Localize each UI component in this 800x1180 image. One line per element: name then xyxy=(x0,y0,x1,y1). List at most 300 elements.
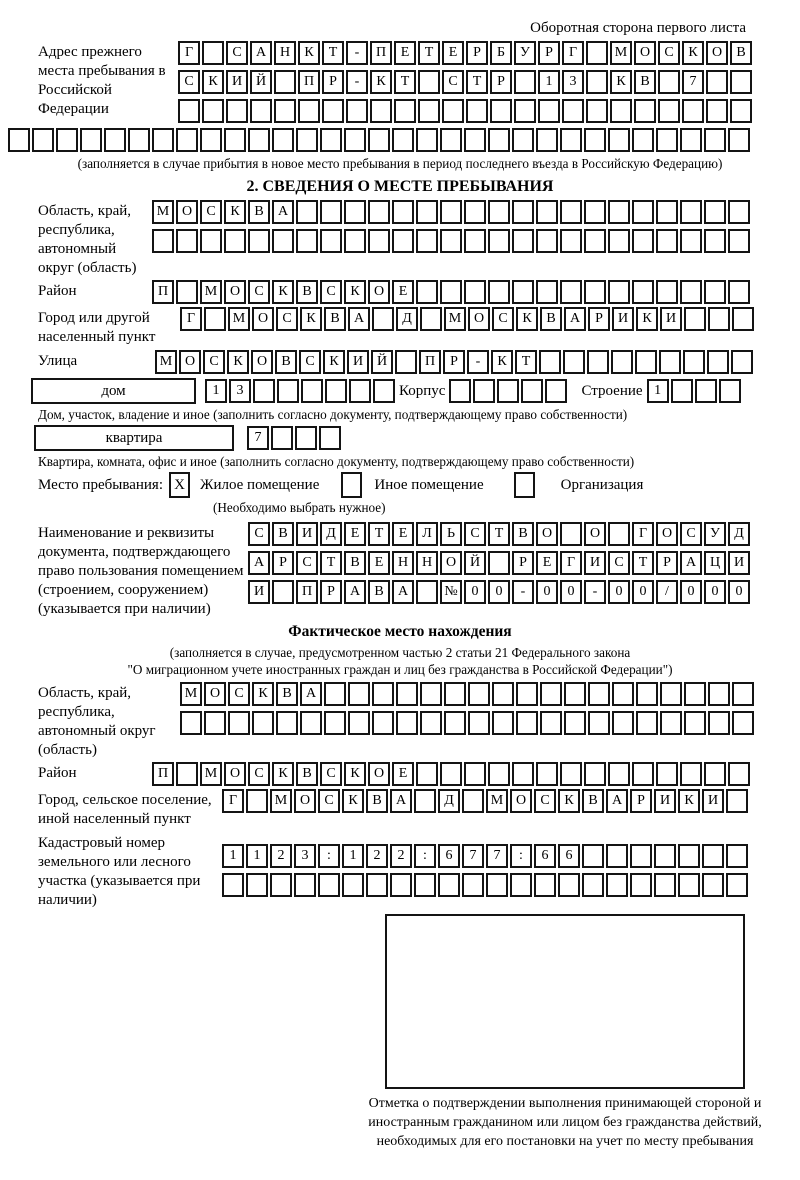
char-cell xyxy=(392,200,414,224)
char-cell: О xyxy=(204,682,226,706)
char-cell xyxy=(152,229,174,253)
char-cell: В xyxy=(272,522,294,546)
oblast-label: Область, край, республика, автономный округ (область) xyxy=(38,203,137,276)
char-cell xyxy=(270,873,292,897)
char-cell xyxy=(488,280,510,304)
char-cell xyxy=(560,280,582,304)
char-cell xyxy=(248,229,270,253)
char-cell: 2 xyxy=(390,844,412,868)
char-cell xyxy=(560,762,582,786)
char-cell xyxy=(540,682,562,706)
char-cell xyxy=(342,873,364,897)
char-cell xyxy=(584,229,606,253)
char-cell: Е xyxy=(392,280,414,304)
char-cell: 0 xyxy=(464,580,486,604)
char-cell: 0 xyxy=(488,580,510,604)
char-cell: Р xyxy=(490,70,512,94)
char-cell xyxy=(414,873,436,897)
char-cell: М xyxy=(152,200,174,224)
char-cell xyxy=(656,200,678,224)
char-cell: Р xyxy=(656,551,678,575)
char-cell xyxy=(202,41,224,65)
char-cell: 0 xyxy=(728,580,750,604)
char-cell: Р xyxy=(466,41,488,65)
char-cell xyxy=(584,200,606,224)
char-cell: И xyxy=(226,70,248,94)
char-cell xyxy=(726,844,748,868)
char-cell: С xyxy=(464,522,486,546)
char-cell xyxy=(514,99,536,123)
char-cell xyxy=(582,873,604,897)
char-cell: Г xyxy=(562,41,584,65)
ulitsa-row xyxy=(155,350,753,374)
char-cell: В xyxy=(366,789,388,813)
char-cell xyxy=(319,426,341,450)
char-cell: Н xyxy=(416,551,438,575)
char-cell xyxy=(395,350,417,374)
char-cell xyxy=(32,128,54,152)
char-cell: К xyxy=(516,307,538,331)
document-row-3 xyxy=(248,580,750,604)
char-cell xyxy=(295,426,317,450)
char-cell: 1 xyxy=(222,844,244,868)
char-cell: В xyxy=(512,522,534,546)
char-cell: Т xyxy=(394,70,416,94)
char-cell xyxy=(416,280,438,304)
char-cell: М xyxy=(610,41,632,65)
char-cell xyxy=(545,379,567,403)
char-cell xyxy=(656,762,678,786)
char-cell: - xyxy=(584,580,606,604)
char-cell: Р xyxy=(322,70,344,94)
char-cell xyxy=(349,379,371,403)
char-cell: В xyxy=(368,580,390,604)
char-cell xyxy=(444,682,466,706)
char-cell: П xyxy=(419,350,441,374)
char-cell xyxy=(586,99,608,123)
char-cell xyxy=(418,70,440,94)
char-cell xyxy=(512,762,534,786)
char-cell xyxy=(560,229,582,253)
char-cell: И xyxy=(248,580,270,604)
checkbox-residential: X xyxy=(169,472,190,498)
char-cell: В xyxy=(582,789,604,813)
char-cell xyxy=(612,711,634,735)
char-cell xyxy=(582,844,604,868)
char-cell xyxy=(296,229,318,253)
char-cell: А xyxy=(390,789,412,813)
char-cell xyxy=(719,379,741,403)
char-cell xyxy=(536,200,558,224)
char-cell: Е xyxy=(392,522,414,546)
char-cell: С xyxy=(534,789,556,813)
char-cell xyxy=(440,229,462,253)
char-cell xyxy=(318,873,340,897)
char-cell xyxy=(438,873,460,897)
char-cell: В xyxy=(730,41,752,65)
char-cell xyxy=(462,789,484,813)
gorod-row xyxy=(180,307,754,331)
char-cell xyxy=(416,128,438,152)
char-cell xyxy=(294,873,316,897)
char-cell: Б xyxy=(490,41,512,65)
char-cell: О xyxy=(368,280,390,304)
stamp-area xyxy=(355,914,775,1151)
char-cell: 0 xyxy=(536,580,558,604)
char-cell: П xyxy=(298,70,320,94)
char-cell xyxy=(608,762,630,786)
char-cell xyxy=(521,379,543,403)
char-cell xyxy=(702,844,724,868)
char-cell: С xyxy=(442,70,464,94)
char-cell xyxy=(608,200,630,224)
char-cell: О xyxy=(536,522,558,546)
char-cell xyxy=(372,682,394,706)
char-cell: К xyxy=(491,350,513,374)
char-cell xyxy=(250,99,272,123)
char-cell xyxy=(704,280,726,304)
prev-address-note: (заполняется в случае прибытия в новое место пребывания в период последнего въезда в Российскую Федерацию) xyxy=(77,156,723,171)
char-cell xyxy=(587,350,609,374)
char-cell xyxy=(656,229,678,253)
char-cell xyxy=(728,280,750,304)
char-cell xyxy=(222,873,244,897)
char-cell: М xyxy=(486,789,508,813)
char-cell xyxy=(702,873,724,897)
char-cell xyxy=(708,711,730,735)
char-cell xyxy=(276,711,298,735)
char-cell: О xyxy=(368,762,390,786)
char-cell xyxy=(204,307,226,331)
char-cell: Д xyxy=(320,522,342,546)
char-cell: И xyxy=(660,307,682,331)
char-cell: В xyxy=(324,307,346,331)
gorod-block xyxy=(38,307,792,347)
char-cell: Р xyxy=(512,551,534,575)
char-cell xyxy=(658,99,680,123)
char-cell: С xyxy=(226,41,248,65)
char-cell xyxy=(370,99,392,123)
char-cell xyxy=(680,200,702,224)
char-cell xyxy=(344,229,366,253)
char-cell xyxy=(704,762,726,786)
char-cell xyxy=(373,379,395,403)
char-cell xyxy=(246,789,268,813)
char-cell: Р xyxy=(320,580,342,604)
char-cell: В xyxy=(540,307,562,331)
char-cell xyxy=(396,682,418,706)
char-cell: Е xyxy=(368,551,390,575)
ulitsa-block xyxy=(38,350,792,374)
char-cell: 1 xyxy=(342,844,364,868)
char-cell xyxy=(636,711,658,735)
char-cell: Ь xyxy=(440,522,462,546)
char-cell xyxy=(416,200,438,224)
char-cell: С xyxy=(492,307,514,331)
char-cell xyxy=(510,873,532,897)
char-cell: В xyxy=(275,350,297,374)
char-cell: О xyxy=(440,551,462,575)
char-cell xyxy=(300,711,322,735)
char-cell: С xyxy=(658,41,680,65)
char-cell: А xyxy=(344,580,366,604)
char-cell xyxy=(414,789,436,813)
char-cell xyxy=(656,280,678,304)
char-cell: К xyxy=(342,789,364,813)
char-cell: В xyxy=(634,70,656,94)
char-cell: 3 xyxy=(229,379,251,403)
char-cell xyxy=(706,70,728,94)
stroenie-label: Строение xyxy=(581,382,643,399)
char-cell: С xyxy=(178,70,200,94)
kadastr-row-1 xyxy=(222,844,748,868)
char-cell xyxy=(442,99,464,123)
char-cell xyxy=(586,70,608,94)
char-cell: П xyxy=(296,580,318,604)
char-cell: Р xyxy=(272,551,294,575)
fact-raion-row xyxy=(152,762,750,786)
char-cell xyxy=(560,200,582,224)
gorod-label: Город или другой населенный пункт xyxy=(38,310,156,345)
char-cell xyxy=(512,200,534,224)
char-cell: К xyxy=(558,789,580,813)
char-cell xyxy=(632,200,654,224)
char-cell: О xyxy=(179,350,201,374)
char-cell: В xyxy=(344,551,366,575)
char-cell: К xyxy=(227,350,249,374)
char-cell: В xyxy=(276,682,298,706)
char-cell: Д xyxy=(728,522,750,546)
char-cell: А xyxy=(348,307,370,331)
korpus-label: Корпус xyxy=(399,382,446,399)
char-cell: К xyxy=(344,762,366,786)
char-cell: К xyxy=(272,280,294,304)
prev-address-row-2 xyxy=(178,70,752,94)
char-cell xyxy=(630,844,652,868)
char-cell xyxy=(488,200,510,224)
raion-row xyxy=(152,280,750,304)
char-cell xyxy=(488,229,510,253)
char-cell xyxy=(368,200,390,224)
char-cell xyxy=(612,682,634,706)
fact-note-1: (заполняется в случае, предусмотренном частью 2 статьи 21 Федерального закона xyxy=(169,645,631,660)
char-cell: С xyxy=(296,551,318,575)
char-cell: С xyxy=(608,551,630,575)
char-cell: 3 xyxy=(562,70,584,94)
char-cell: С xyxy=(248,280,270,304)
char-cell xyxy=(420,711,442,735)
char-cell xyxy=(440,762,462,786)
char-cell xyxy=(204,711,226,735)
char-cell xyxy=(536,762,558,786)
char-cell xyxy=(539,350,561,374)
char-cell: 1 xyxy=(538,70,560,94)
char-cell xyxy=(634,99,656,123)
char-cell: И xyxy=(612,307,634,331)
char-cell: Г xyxy=(632,522,654,546)
char-cell xyxy=(440,200,462,224)
char-cell xyxy=(180,711,202,735)
oblast-row-1 xyxy=(152,200,750,224)
char-cell xyxy=(324,682,346,706)
char-cell xyxy=(202,99,224,123)
option-residential-label: Жилое помещение xyxy=(200,476,320,493)
char-cell xyxy=(564,682,586,706)
char-cell xyxy=(418,99,440,123)
char-cell: И xyxy=(702,789,724,813)
char-cell xyxy=(296,128,318,152)
char-cell xyxy=(466,99,488,123)
char-cell xyxy=(588,682,610,706)
char-cell: С xyxy=(203,350,225,374)
char-cell xyxy=(708,307,730,331)
char-cell xyxy=(224,229,246,253)
char-cell xyxy=(660,711,682,735)
char-cell: К xyxy=(202,70,224,94)
char-cell xyxy=(440,128,462,152)
prev-address-row-4 xyxy=(8,128,750,152)
char-cell xyxy=(322,99,344,123)
char-cell xyxy=(584,762,606,786)
char-cell xyxy=(228,711,250,735)
char-cell: О xyxy=(634,41,656,65)
kvartira-box-label: квартира xyxy=(34,425,234,451)
char-cell xyxy=(392,229,414,253)
char-cell: О xyxy=(251,350,273,374)
char-cell: - xyxy=(346,41,368,65)
char-cell xyxy=(682,99,704,123)
char-cell: Л xyxy=(416,522,438,546)
char-cell xyxy=(252,711,274,735)
char-cell: К xyxy=(610,70,632,94)
char-cell xyxy=(706,99,728,123)
char-cell xyxy=(344,200,366,224)
fact-oblast-row-1 xyxy=(180,682,754,706)
char-cell: С xyxy=(320,762,342,786)
char-cell: О xyxy=(224,762,246,786)
char-cell xyxy=(320,229,342,253)
char-cell xyxy=(248,128,270,152)
char-cell: А xyxy=(392,580,414,604)
fact-oblast-row-2 xyxy=(180,711,754,735)
char-cell: С xyxy=(299,350,321,374)
char-cell xyxy=(372,307,394,331)
char-cell xyxy=(274,99,296,123)
char-cell xyxy=(372,711,394,735)
char-cell xyxy=(730,99,752,123)
char-cell xyxy=(416,762,438,786)
char-cell xyxy=(726,873,748,897)
char-cell: Г xyxy=(222,789,244,813)
char-cell xyxy=(178,99,200,123)
char-cell: 6 xyxy=(558,844,580,868)
char-cell xyxy=(324,711,346,735)
char-cell xyxy=(608,522,630,546)
char-cell: О xyxy=(510,789,532,813)
checkbox-organization xyxy=(514,472,535,498)
char-cell xyxy=(608,280,630,304)
fact-gorod-row xyxy=(222,789,748,813)
option-other-premises-label: Иное помещение xyxy=(374,476,484,493)
document-block xyxy=(38,522,792,619)
char-cell xyxy=(678,873,700,897)
char-cell xyxy=(726,789,748,813)
oblast-row-2 xyxy=(152,229,750,253)
char-cell: Й xyxy=(464,551,486,575)
char-cell: К xyxy=(272,762,294,786)
char-cell: / xyxy=(656,580,678,604)
char-cell: С xyxy=(320,280,342,304)
option-organization-label: Организация xyxy=(560,476,644,493)
document-row-1 xyxy=(248,522,750,546)
char-cell xyxy=(152,128,174,152)
char-cell xyxy=(176,280,198,304)
prev-address-row-4-wrap xyxy=(8,128,792,152)
dom-note: Дом, участок, владение и иное (заполнить согласно документу, подтверждающему право собственности) xyxy=(38,407,628,422)
char-cell xyxy=(563,350,585,374)
char-cell: У xyxy=(704,522,726,546)
oblast-block xyxy=(38,200,792,278)
char-cell xyxy=(325,379,347,403)
char-cell xyxy=(392,128,414,152)
char-cell: К xyxy=(678,789,700,813)
char-cell xyxy=(56,128,78,152)
char-cell: Т xyxy=(466,70,488,94)
kadastr-label: Кадастровый номер земельного или лесного участка (указывается при наличии) xyxy=(38,835,201,908)
char-cell xyxy=(608,229,630,253)
char-cell xyxy=(464,229,486,253)
char-cell xyxy=(536,280,558,304)
char-cell xyxy=(728,762,750,786)
char-cell xyxy=(512,229,534,253)
char-cell: М xyxy=(228,307,250,331)
mesto-block xyxy=(38,472,792,498)
char-cell xyxy=(462,873,484,897)
char-cell: 0 xyxy=(608,580,630,604)
char-cell xyxy=(680,128,702,152)
char-cell xyxy=(274,70,296,94)
char-cell xyxy=(636,682,658,706)
char-cell: 1 xyxy=(205,379,227,403)
fact-oblast-label: Область, край, республика, автономный округ (область) xyxy=(38,685,156,758)
char-cell xyxy=(588,711,610,735)
char-cell: Т xyxy=(632,551,654,575)
char-cell: Й xyxy=(250,70,272,94)
prev-address-row-3 xyxy=(178,99,752,123)
char-cell: О xyxy=(252,307,274,331)
ulitsa-label: Улица xyxy=(38,353,78,369)
char-cell: С xyxy=(680,522,702,546)
char-cell xyxy=(680,229,702,253)
char-cell: А xyxy=(680,551,702,575)
char-cell: : xyxy=(414,844,436,868)
char-cell xyxy=(659,350,681,374)
char-cell xyxy=(253,379,275,403)
char-cell: Г xyxy=(180,307,202,331)
char-cell xyxy=(416,229,438,253)
char-cell xyxy=(272,229,294,253)
char-cell: У xyxy=(514,41,536,65)
char-cell xyxy=(732,711,754,735)
char-cell xyxy=(490,99,512,123)
char-cell xyxy=(586,41,608,65)
char-cell xyxy=(707,350,729,374)
section2-title: 2. СВЕДЕНИЯ О МЕСТЕ ПРЕБЫВАНИЯ xyxy=(246,178,554,195)
kvartira-row xyxy=(247,426,341,450)
char-cell xyxy=(224,128,246,152)
char-cell: 1 xyxy=(246,844,268,868)
char-cell: 0 xyxy=(632,580,654,604)
